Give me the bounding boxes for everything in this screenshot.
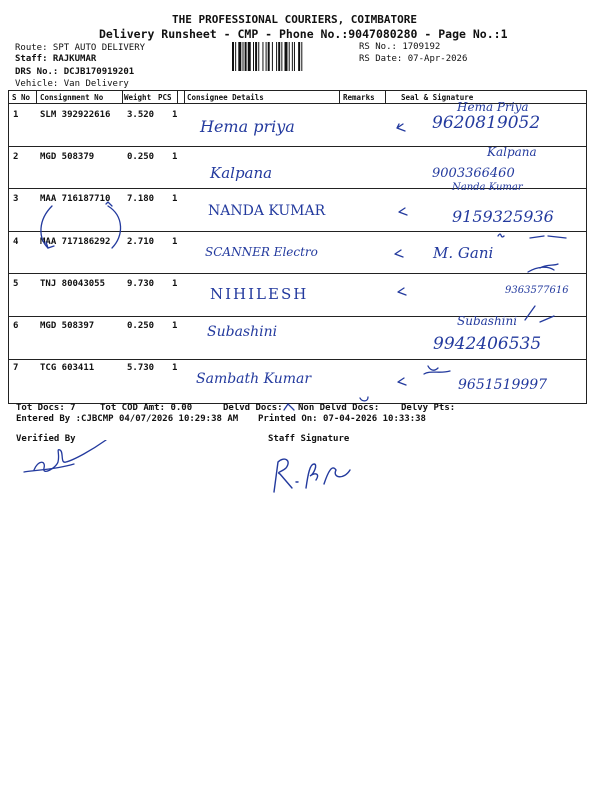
row5-weight: 9.730 xyxy=(127,279,155,289)
row1-seal-name: Hema Priya xyxy=(457,100,529,114)
col-header-pcs: PCS xyxy=(158,93,172,102)
staff-signature xyxy=(266,448,356,498)
row2-consignee-handwriting: Kalpana xyxy=(210,164,273,182)
scribble-row5 xyxy=(528,264,558,272)
row6-pcs: 1 xyxy=(172,321,178,331)
delivered-docs: Delvd Docs: xyxy=(223,403,283,413)
row3-seal-name: Nanda Kumar xyxy=(452,182,523,193)
row2-sno: 2 xyxy=(13,152,19,162)
row1-consignee-handwriting: Hema priya xyxy=(200,117,295,136)
verifier-signature xyxy=(20,440,120,480)
row4-weight: 2.710 xyxy=(127,237,155,247)
row6-consignment: MGD 508397 xyxy=(40,321,95,331)
row3-consignee-handwriting: NANDA KUMAR xyxy=(208,203,326,219)
row7-pcs: 1 xyxy=(172,363,178,373)
col-header-sno: S No xyxy=(12,93,31,102)
company-title: THE PROFESSIONAL COURIERS, COIMBATORE xyxy=(172,13,418,26)
row6-consignee-handwriting: Subashini xyxy=(207,324,278,340)
row3-pcs: 1 xyxy=(172,194,178,204)
row2-consignment: MGD 508379 xyxy=(40,152,95,162)
row4-pcs: 1 xyxy=(172,237,178,247)
row6-seal-name: Subashini xyxy=(457,314,518,328)
row4-seal-name: M. Gani xyxy=(433,244,494,262)
link-arrow-right xyxy=(108,206,121,248)
row2-phone: 9003366460 xyxy=(432,166,515,181)
drs-number: DRS No.: DCJB170919201 xyxy=(15,67,135,77)
row1-sno: 1 xyxy=(13,110,19,120)
scribble-row4 xyxy=(498,234,566,238)
row5-sno: 5 xyxy=(13,279,19,289)
col-header-remarks: Remarks xyxy=(343,93,375,102)
tick-mark-row3 xyxy=(399,208,407,215)
tick-mark-row1 xyxy=(397,124,405,131)
row3-weight: 7.180 xyxy=(127,194,155,204)
non-delivered-docs: Non Delvd Docs: xyxy=(298,403,380,413)
staff-label: Staff: RAJKUMAR xyxy=(15,54,97,64)
row7-phone: 9651519997 xyxy=(458,377,548,393)
entered-by: Entered By :CJBCMP 04/07/2026 10:29:38 AM xyxy=(16,414,239,424)
vehicle-label: Vehicle: Van Delivery xyxy=(15,79,129,89)
total-cod: Tot COD Amt: 0.00 xyxy=(100,403,193,413)
delivery-points: Delvy Pts: xyxy=(401,403,456,413)
row6-phone: 9942406535 xyxy=(433,334,542,354)
row5-consignment: TNJ 80043055 xyxy=(40,279,106,289)
row6-weight: 0.250 xyxy=(127,321,155,331)
col-header-seal: Seal & Signature xyxy=(401,93,474,102)
row3-phone: 9159325936 xyxy=(452,207,554,226)
row7-weight: 5.730 xyxy=(127,363,155,373)
row5-pcs: 1 xyxy=(172,279,178,289)
row7-consignee-handwriting: Sambath Kumar xyxy=(196,371,312,387)
row4-consignee-handwriting: SCANNER Electro xyxy=(205,245,318,259)
staff-signature-label: Staff Signature xyxy=(268,434,350,444)
col-header-consignment: Consignment No xyxy=(40,93,104,102)
scribble-row6 xyxy=(525,306,554,322)
total-docs: Tot Docs: 7 xyxy=(16,403,76,413)
row4-consignment: MAA 717186292 xyxy=(40,237,111,247)
verified-by-label: Verified By xyxy=(16,434,76,444)
printed-on: Printed On: 07-04-2026 10:33:38 xyxy=(258,414,426,424)
row7-consignment: TCG 603411 xyxy=(40,363,95,373)
row1-weight: 3.520 xyxy=(127,110,155,120)
row4-sno: 4 xyxy=(13,237,19,247)
rs-date: RS Date: 07-Apr-2026 xyxy=(359,54,468,64)
row2-pcs: 1 xyxy=(172,152,178,162)
row1-pcs: 1 xyxy=(172,110,178,120)
tick-mark-row4 xyxy=(395,250,403,257)
tick-mark-row5 xyxy=(398,288,406,295)
rs-number: RS No.: 1709192 xyxy=(359,42,441,52)
row5-phone: 9363577616 xyxy=(505,285,569,296)
row3-sno: 3 xyxy=(13,194,19,204)
runsheet-subtitle: Delivery Runsheet - CMP - Phone No.:9047080280 - Page No.:1 xyxy=(99,27,508,41)
row1-phone: 9620819052 xyxy=(432,113,541,133)
row6-sno: 6 xyxy=(13,321,19,331)
col-header-weight: Weight xyxy=(124,93,152,102)
tick-mark-row7 xyxy=(398,378,406,385)
scribble-row7 xyxy=(424,366,450,374)
route-label: Route: SPT AUTO DELIVERY xyxy=(15,43,146,53)
row7-sno: 7 xyxy=(13,363,19,373)
row5-consignee-handwriting: NIHILESH xyxy=(210,285,309,303)
row3-consignment: MAA 716187710 xyxy=(40,194,111,204)
row1-consignment: SLM 392922616 xyxy=(40,110,111,120)
row2-seal-name: Kalpana xyxy=(487,145,537,159)
row2-weight: 0.250 xyxy=(127,152,155,162)
col-header-consignee: Consignee Details xyxy=(187,93,264,102)
